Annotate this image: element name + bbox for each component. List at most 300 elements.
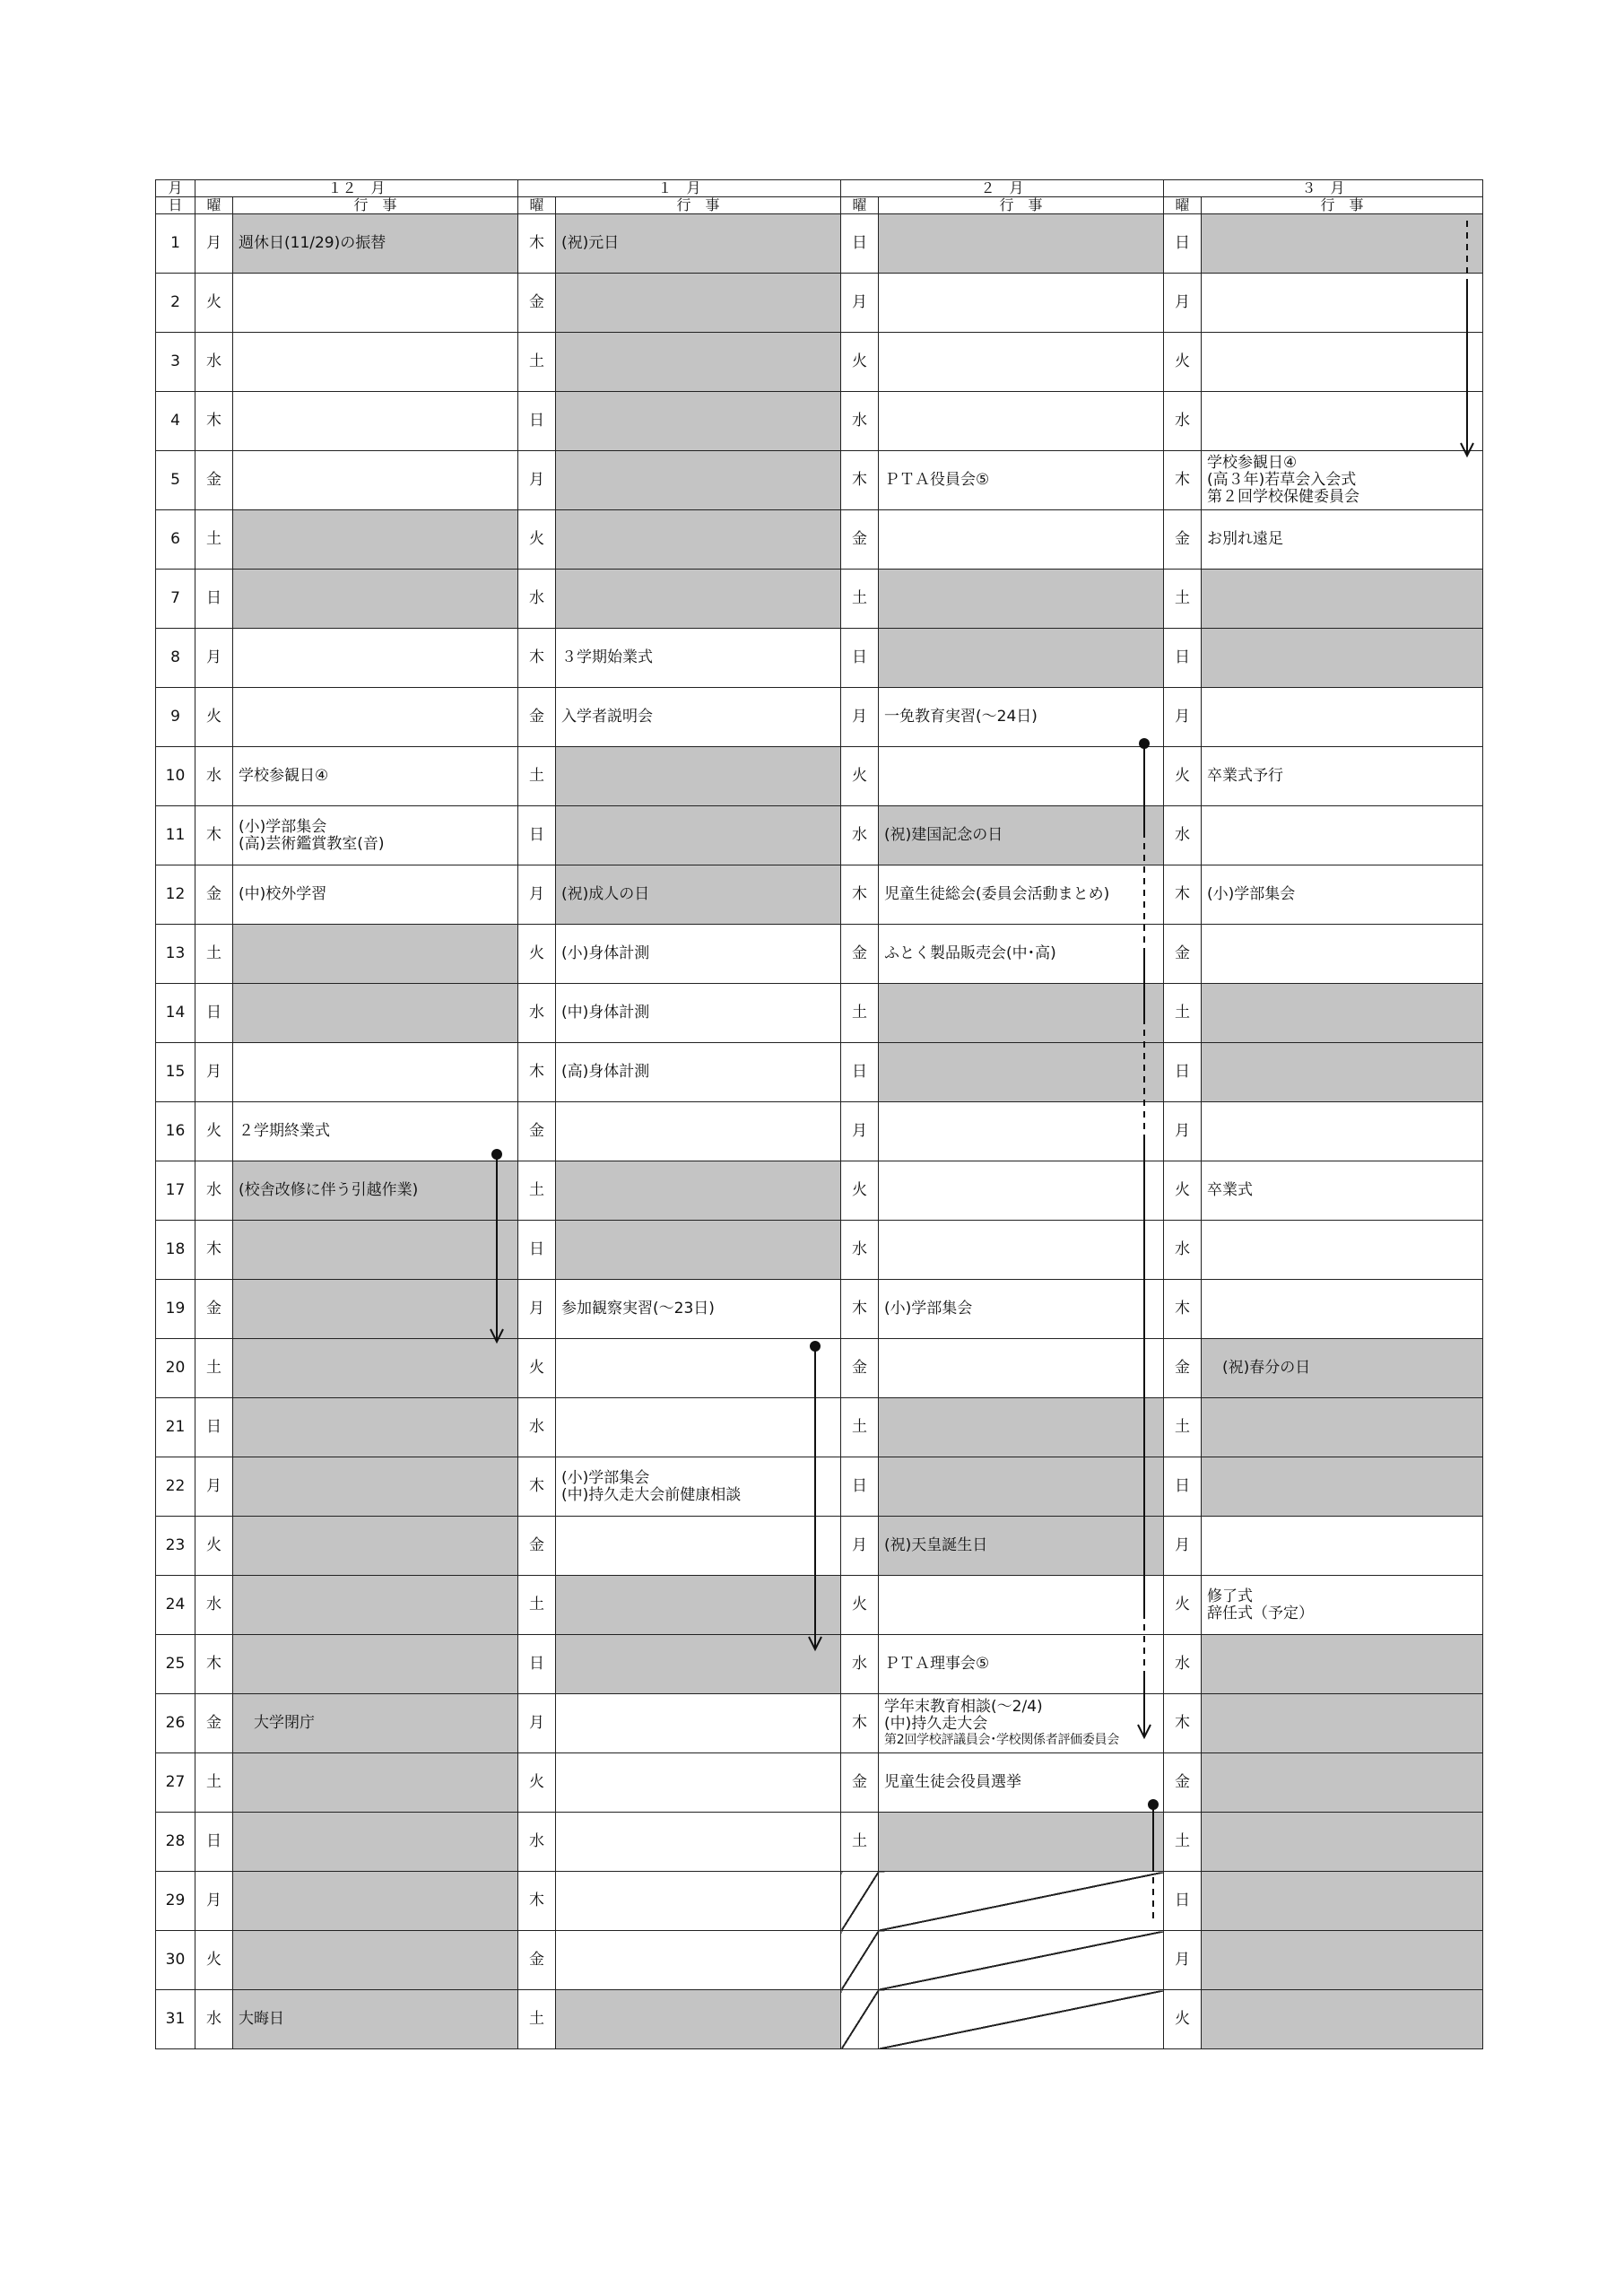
day-number-cell: 27	[156, 1753, 195, 1813]
event-label-cell: 行 事	[233, 197, 518, 214]
weekday-cell-december: 日	[195, 570, 233, 629]
weekday-cell-february: 金	[841, 925, 879, 984]
month-january: １ 月	[518, 180, 841, 197]
event-text: (小)学部集会	[884, 1300, 973, 1318]
event-cell-february	[879, 1457, 1164, 1517]
event-cell-january	[556, 1872, 841, 1931]
weekday-cell-january: 月	[518, 451, 556, 510]
event-text: ３学期始業式	[561, 648, 654, 666]
weekday-cell-february: 金	[841, 1753, 879, 1813]
day-number-cell: 24	[156, 1576, 195, 1635]
event-text: 学校参観日④	[239, 767, 329, 785]
weekday-cell-january: 日	[518, 1221, 556, 1280]
event-cell-march	[1202, 629, 1483, 688]
day-number-cell: 14	[156, 984, 195, 1043]
event-cell-december	[233, 1813, 518, 1872]
weekday-cell-march: 火	[1164, 1990, 1202, 2049]
event-text: 辞任式（予定）	[1207, 1604, 1315, 1622]
event-cell-december	[233, 1753, 518, 1813]
weekday-label-cell: 曜	[195, 197, 233, 214]
event-text: (中)校外学習	[239, 885, 327, 903]
weekday-cell-february: 金	[841, 510, 879, 570]
weekday-cell-march: 木	[1164, 865, 1202, 925]
weekday-cell-january: 金	[518, 274, 556, 333]
weekday-cell-january: 土	[518, 747, 556, 806]
table-row	[156, 688, 1483, 747]
event-text: (中)持久走大会	[884, 1715, 988, 1733]
weekday-cell-december: 木	[195, 806, 233, 865]
weekday-cell-december: 日	[195, 1398, 233, 1457]
month-header-row	[156, 180, 1483, 197]
event-cell-february	[879, 1931, 1164, 1990]
weekday-cell-december: 水	[195, 1576, 233, 1635]
event-cell-march	[1202, 1221, 1483, 1280]
event-cell-march	[1202, 1872, 1483, 1931]
table-row	[156, 1221, 1483, 1280]
event-cell-december	[233, 984, 518, 1043]
weekday-cell-march: 日	[1164, 1872, 1202, 1931]
day-number-cell: 10	[156, 747, 195, 806]
event-text: 参加観察実習(〜23日)	[561, 1300, 715, 1318]
weekday-cell-december: 日	[195, 1813, 233, 1872]
event-cell-march	[1202, 1161, 1483, 1221]
weekday-cell-december: 金	[195, 1280, 233, 1339]
table-row	[156, 1990, 1483, 2049]
event-cell-march	[1202, 865, 1483, 925]
weekday-cell-january: 金	[518, 1931, 556, 1990]
event-cell-february	[879, 1576, 1164, 1635]
event-text: (中)持久走大会前健康相談	[561, 1485, 742, 1504]
event-text: 週休日(11/29)の振替	[239, 234, 386, 252]
weekday-cell-december: 水	[195, 333, 233, 392]
event-cell-january	[556, 1280, 841, 1339]
weekday-cell-december: 月	[195, 1872, 233, 1931]
weekday-cell-january: 木	[518, 1457, 556, 1517]
event-cell-february	[879, 1339, 1164, 1398]
event-cell-february	[879, 1161, 1164, 1221]
table-row	[156, 274, 1483, 333]
weekday-cell-december: 木	[195, 1635, 233, 1694]
weekday-cell-december: 火	[195, 1931, 233, 1990]
weekday-cell-march: 火	[1164, 1161, 1202, 1221]
event-text: (祝)天皇誕生日	[884, 1536, 988, 1554]
event-cell-january	[556, 392, 841, 451]
event-text: 一免教育実習(〜24日)	[884, 708, 1038, 726]
weekday-cell-january: 日	[518, 1635, 556, 1694]
weekday-cell-february: 木	[841, 865, 879, 925]
event-text: 学年末教育相談(〜2/4)	[884, 1698, 1043, 1716]
event-cell-march	[1202, 1813, 1483, 1872]
event-cell-december	[233, 1398, 518, 1457]
event-cell-january	[556, 1635, 841, 1694]
event-cell-march	[1202, 1576, 1483, 1635]
weekday-cell-december: 水	[195, 1161, 233, 1221]
event-text: (小)身体計測	[561, 944, 650, 962]
table-row	[156, 451, 1483, 510]
weekday-cell-march: 月	[1164, 1931, 1202, 1990]
table-row	[156, 1457, 1483, 1517]
weekday-cell-february: 土	[841, 984, 879, 1043]
weekday-cell-march: 土	[1164, 1398, 1202, 1457]
event-text: (小)学部集会	[239, 817, 327, 836]
event-cell-march	[1202, 510, 1483, 570]
event-cell-january	[556, 570, 841, 629]
event-cell-december	[233, 570, 518, 629]
event-cell-january	[556, 1398, 841, 1457]
event-cell-march	[1202, 925, 1483, 984]
event-cell-february	[879, 510, 1164, 570]
event-cell-february	[879, 392, 1164, 451]
event-cell-february	[879, 1102, 1164, 1161]
event-cell-december	[233, 1043, 518, 1102]
event-cell-february	[879, 451, 1164, 510]
event-cell-march	[1202, 806, 1483, 865]
table-row	[156, 510, 1483, 570]
table-row	[156, 1280, 1483, 1339]
table-row	[156, 1576, 1483, 1635]
event-cell-march	[1202, 1694, 1483, 1753]
weekday-cell-january: 金	[518, 1517, 556, 1576]
weekday-cell-february: 火	[841, 333, 879, 392]
event-cell-january	[556, 1161, 841, 1221]
weekday-cell-march: 土	[1164, 984, 1202, 1043]
event-cell-december	[233, 865, 518, 925]
weekday-cell-march: 月	[1164, 274, 1202, 333]
day-number-cell: 28	[156, 1813, 195, 1872]
weekday-cell-march: 水	[1164, 392, 1202, 451]
event-text: (祝)元日	[561, 234, 620, 252]
event-text: (校舎改修に伴う引越作業)	[239, 1181, 419, 1199]
weekday-cell-january: 水	[518, 570, 556, 629]
day-number-cell: 13	[156, 925, 195, 984]
event-cell-march	[1202, 1339, 1483, 1398]
event-text: 学校参観日④	[1207, 454, 1298, 472]
weekday-cell-january: 水	[518, 1398, 556, 1457]
event-text: ＰＴＡ役員会⑤	[884, 471, 990, 489]
event-text: 児童生徒会役員選挙	[884, 1773, 1022, 1791]
day-number-cell: 16	[156, 1102, 195, 1161]
weekday-cell-december: 木	[195, 392, 233, 451]
event-cell-january	[556, 1339, 841, 1398]
weekday-cell-march: 日	[1164, 1457, 1202, 1517]
event-cell-march	[1202, 392, 1483, 451]
day-label-cell: 日	[156, 197, 195, 214]
column-header-row	[156, 197, 1483, 214]
event-cell-december	[233, 1102, 518, 1161]
day-number-cell: 18	[156, 1221, 195, 1280]
month-march: ３ 月	[1164, 180, 1483, 197]
table-row	[156, 984, 1483, 1043]
event-cell-december	[233, 1576, 518, 1635]
weekday-cell-january: 日	[518, 392, 556, 451]
event-cell-january	[556, 1517, 841, 1576]
event-cell-march	[1202, 984, 1483, 1043]
weekday-cell-february: 水	[841, 1635, 879, 1694]
event-cell-january	[556, 865, 841, 925]
weekday-cell-march: 日	[1164, 1043, 1202, 1102]
event-label-cell: 行 事	[1202, 197, 1483, 214]
event-cell-january	[556, 806, 841, 865]
event-text: (高)芸術鑑賞教室(音)	[239, 834, 385, 853]
event-cell-december	[233, 688, 518, 747]
event-text: (祝)建国記念の日	[884, 826, 1003, 844]
weekday-cell-december: 火	[195, 688, 233, 747]
table-row	[156, 1872, 1483, 1931]
event-cell-february	[879, 806, 1164, 865]
event-cell-february	[879, 688, 1164, 747]
event-cell-february	[879, 865, 1164, 925]
event-cell-december	[233, 214, 518, 274]
weekday-cell-march: 水	[1164, 1221, 1202, 1280]
month-december: １２ 月	[195, 180, 518, 197]
weekday-cell-february: 水	[841, 1221, 879, 1280]
table-row	[156, 1517, 1483, 1576]
event-cell-december	[233, 1517, 518, 1576]
weekday-cell-january: 火	[518, 1339, 556, 1398]
weekday-cell-december: 月	[195, 214, 233, 274]
event-cell-january	[556, 274, 841, 333]
event-text: 第２回学校保健委員会	[1207, 488, 1360, 506]
table-row	[156, 214, 1483, 274]
day-number-cell: 26	[156, 1694, 195, 1753]
weekday-cell-december: 水	[195, 1990, 233, 2049]
day-number-cell: 6	[156, 510, 195, 570]
event-cell-january	[556, 925, 841, 984]
event-cell-february	[879, 1990, 1164, 2049]
weekday-cell-february: 火	[841, 1161, 879, 1221]
day-number-cell: 9	[156, 688, 195, 747]
table-row	[156, 1043, 1483, 1102]
event-cell-january	[556, 1043, 841, 1102]
weekday-cell-march: 水	[1164, 806, 1202, 865]
table-row	[156, 333, 1483, 392]
weekday-cell-december: 金	[195, 451, 233, 510]
month-february: ２ 月	[841, 180, 1164, 197]
weekday-cell-january: 木	[518, 629, 556, 688]
event-cell-january	[556, 1813, 841, 1872]
table-row	[156, 1161, 1483, 1221]
event-cell-january	[556, 1576, 841, 1635]
event-cell-december	[233, 274, 518, 333]
event-cell-march	[1202, 1102, 1483, 1161]
schedule-table	[155, 179, 1483, 2049]
event-cell-december	[233, 1161, 518, 1221]
event-cell-january	[556, 629, 841, 688]
event-cell-february	[879, 1221, 1164, 1280]
event-text: ふとく製品販売会(中･高)	[884, 944, 1056, 962]
weekday-cell-january: 木	[518, 1043, 556, 1102]
event-cell-january	[556, 984, 841, 1043]
event-cell-january	[556, 1990, 841, 2049]
weekday-cell-february: 木	[841, 1280, 879, 1339]
event-text: (中)身体計測	[561, 1004, 650, 1022]
event-cell-february	[879, 984, 1164, 1043]
weekday-cell-january: 土	[518, 1990, 556, 2049]
event-cell-march	[1202, 274, 1483, 333]
event-text: ＰＴＡ理事会⑤	[884, 1655, 990, 1673]
weekday-cell-march: 火	[1164, 1576, 1202, 1635]
event-cell-january	[556, 451, 841, 510]
event-text: (高３年)若草会入会式	[1207, 471, 1357, 489]
day-number-cell: 17	[156, 1161, 195, 1221]
event-cell-december	[233, 1872, 518, 1931]
day-number-cell: 8	[156, 629, 195, 688]
event-cell-january	[556, 1753, 841, 1813]
event-cell-february	[879, 629, 1164, 688]
day-number-cell: 21	[156, 1398, 195, 1457]
weekday-cell-december: 月	[195, 629, 233, 688]
event-cell-march	[1202, 1753, 1483, 1813]
event-cell-january	[556, 1931, 841, 1990]
weekday-cell-december: 土	[195, 1753, 233, 1813]
weekday-cell-january: 金	[518, 1102, 556, 1161]
weekday-label-cell: 曜	[518, 197, 556, 214]
event-text: 第2回学校評議員会･学校関係者評価委員会	[884, 1733, 1119, 1747]
day-number-cell: 2	[156, 274, 195, 333]
event-cell-december	[233, 1694, 518, 1753]
weekday-cell-march: 水	[1164, 1635, 1202, 1694]
table-row	[156, 1339, 1483, 1398]
weekday-cell-march: 土	[1164, 570, 1202, 629]
event-text: (小)学部集会	[561, 1468, 650, 1487]
weekday-cell-february: 火	[841, 1576, 879, 1635]
weekday-cell-january: 土	[518, 1576, 556, 1635]
weekday-cell-january: 水	[518, 1813, 556, 1872]
day-number-cell: 25	[156, 1635, 195, 1694]
event-cell-march	[1202, 570, 1483, 629]
table-row	[156, 1931, 1483, 1990]
event-cell-february	[879, 747, 1164, 806]
weekday-cell-february: 土	[841, 1398, 879, 1457]
event-text: 卒業式	[1207, 1181, 1254, 1199]
event-text: (小)学部集会	[1207, 885, 1296, 903]
event-text: (高)身体計測	[561, 1063, 650, 1081]
event-cell-december	[233, 925, 518, 984]
table-row	[156, 570, 1483, 629]
weekday-cell-march: 木	[1164, 1280, 1202, 1339]
weekday-cell-january: 火	[518, 1753, 556, 1813]
event-label-cell: 行 事	[879, 197, 1164, 214]
event-text: ２学期終業式	[239, 1122, 330, 1140]
day-number-cell: 29	[156, 1872, 195, 1931]
table-row	[156, 1102, 1483, 1161]
event-cell-february	[879, 1398, 1164, 1457]
weekday-cell-february	[841, 1990, 879, 2049]
table-row	[156, 392, 1483, 451]
event-cell-december	[233, 806, 518, 865]
weekday-cell-march: 金	[1164, 1753, 1202, 1813]
weekday-cell-february: 月	[841, 688, 879, 747]
table-row	[156, 1398, 1483, 1457]
weekday-cell-january: 火	[518, 925, 556, 984]
weekday-cell-january: 月	[518, 1280, 556, 1339]
weekday-cell-march: 月	[1164, 1517, 1202, 1576]
weekday-cell-march: 日	[1164, 629, 1202, 688]
event-cell-february	[879, 570, 1164, 629]
event-cell-february	[879, 1872, 1164, 1931]
event-cell-december	[233, 510, 518, 570]
weekday-cell-february: 火	[841, 747, 879, 806]
event-cell-march	[1202, 1398, 1483, 1457]
weekday-cell-december: 土	[195, 1339, 233, 1398]
table-row	[156, 925, 1483, 984]
table-row	[156, 1635, 1483, 1694]
weekday-cell-january: 水	[518, 984, 556, 1043]
event-cell-march	[1202, 333, 1483, 392]
event-cell-february	[879, 925, 1164, 984]
weekday-cell-march: 土	[1164, 1813, 1202, 1872]
event-cell-december	[233, 1931, 518, 1990]
event-cell-february	[879, 1635, 1164, 1694]
event-text: 卒業式予行	[1207, 767, 1284, 785]
event-cell-march	[1202, 747, 1483, 806]
event-label-cell: 行 事	[556, 197, 841, 214]
weekday-cell-january: 土	[518, 333, 556, 392]
weekday-cell-december: 金	[195, 865, 233, 925]
event-cell-march	[1202, 1043, 1483, 1102]
weekday-cell-february	[841, 1872, 879, 1931]
day-number-cell: 20	[156, 1339, 195, 1398]
weekday-cell-march: 日	[1164, 214, 1202, 274]
event-text: 修了式	[1207, 1587, 1254, 1605]
weekday-cell-march: 木	[1164, 1694, 1202, 1753]
weekday-cell-december: 火	[195, 1102, 233, 1161]
table-row	[156, 629, 1483, 688]
table-row	[156, 1813, 1483, 1872]
event-cell-february	[879, 333, 1164, 392]
weekday-cell-march: 金	[1164, 1339, 1202, 1398]
event-cell-january	[556, 214, 841, 274]
event-text: 児童生徒総会(委員会活動まとめ)	[884, 885, 1110, 903]
weekday-cell-december: 火	[195, 1517, 233, 1576]
weekday-cell-march: 月	[1164, 1102, 1202, 1161]
event-cell-march	[1202, 1635, 1483, 1694]
event-cell-december	[233, 333, 518, 392]
weekday-cell-february: 土	[841, 570, 879, 629]
event-cell-december	[233, 392, 518, 451]
event-cell-february	[879, 1280, 1164, 1339]
table-row	[156, 1694, 1483, 1753]
event-cell-january	[556, 1102, 841, 1161]
event-cell-january	[556, 333, 841, 392]
weekday-cell-january: 火	[518, 510, 556, 570]
day-number-cell: 22	[156, 1457, 195, 1517]
event-cell-december	[233, 1990, 518, 2049]
event-cell-march	[1202, 688, 1483, 747]
event-cell-february	[879, 1813, 1164, 1872]
weekday-cell-march: 木	[1164, 451, 1202, 510]
weekday-cell-january: 金	[518, 688, 556, 747]
weekday-cell-february: 土	[841, 1813, 879, 1872]
weekday-cell-february: 木	[841, 1694, 879, 1753]
weekday-cell-february: 日	[841, 629, 879, 688]
table-row	[156, 1753, 1483, 1813]
event-text: 大学閉庁	[239, 1714, 315, 1732]
weekday-cell-december: 日	[195, 984, 233, 1043]
event-cell-january	[556, 688, 841, 747]
event-cell-march	[1202, 451, 1483, 510]
event-cell-december	[233, 1457, 518, 1517]
weekday-cell-march: 火	[1164, 333, 1202, 392]
weekday-cell-january: 木	[518, 1872, 556, 1931]
weekday-cell-december: 月	[195, 1043, 233, 1102]
event-cell-march	[1202, 1931, 1483, 1990]
weekday-cell-february: 日	[841, 214, 879, 274]
weekday-cell-february: 月	[841, 1102, 879, 1161]
event-cell-february	[879, 1517, 1164, 1576]
event-cell-february	[879, 214, 1164, 274]
event-cell-december	[233, 1339, 518, 1398]
